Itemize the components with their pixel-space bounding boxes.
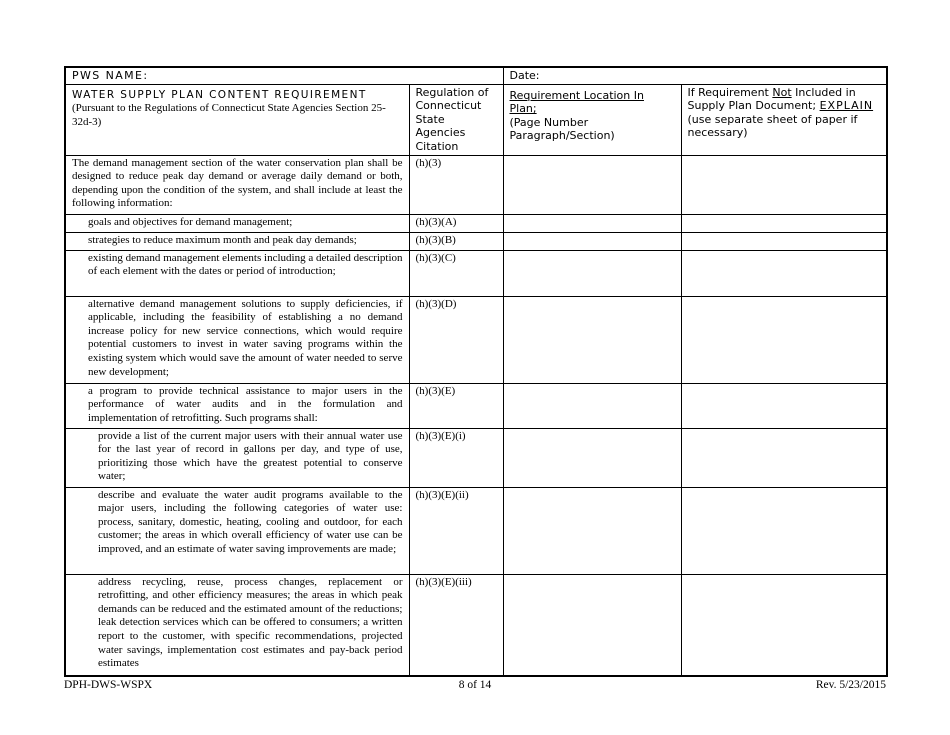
explain-word: EXPLAIN bbox=[819, 99, 874, 113]
requirement-text: The demand management section of the water conservation plan shall be designed to reduce peak day demand or average daily demand or both, depending upon the condition of the system, and shall include at least the following information: bbox=[65, 155, 409, 214]
requirement-text: a program to provide technical assistance to major users in the performance of water audits and in the formulation and implementation of retrofitting. Such programs shall: bbox=[65, 383, 409, 428]
citation-cell: (h)(3)(E)(iii) bbox=[409, 574, 503, 676]
pws-name-label: PWS NAME: bbox=[72, 69, 149, 82]
form-id: DPH-DWS-WSPX bbox=[64, 679, 153, 691]
explain-cell[interactable] bbox=[681, 487, 887, 574]
explain-cell[interactable] bbox=[681, 232, 887, 250]
explain-cell[interactable] bbox=[681, 250, 887, 296]
requirement-text: alternative demand management solutions to supply deficiencies, if applicable, including the feasibility of establishing a no demand increase policy for new service connections, which would require potential customers to invest in water saving programs within the existing system which would save the amount of water needed to serve new development; bbox=[65, 296, 409, 383]
table-row bbox=[65, 428, 887, 487]
citation-cell: (h)(3)(D) bbox=[409, 296, 503, 383]
explain-note: (use separate sheet of paper if necessary) bbox=[687, 112, 858, 140]
column-header-row bbox=[65, 84, 887, 155]
citation-cell: (h)(3)(A) bbox=[409, 214, 503, 232]
explain-not: Not bbox=[772, 85, 792, 99]
pws-name-row bbox=[65, 67, 887, 84]
table-row bbox=[65, 487, 887, 574]
citation-header bbox=[409, 84, 503, 155]
table-row bbox=[65, 214, 887, 232]
table-row bbox=[65, 232, 887, 250]
citation-cell: (h)(3)(C) bbox=[409, 250, 503, 296]
citation-cell: (h)(3) bbox=[409, 155, 503, 214]
explain-cell[interactable] bbox=[681, 574, 887, 676]
table-row bbox=[65, 574, 887, 676]
explain-mid: Included in Supply Plan Document; bbox=[687, 85, 856, 113]
pws-name-field[interactable] bbox=[65, 67, 503, 84]
citation-cell: (h)(3)(E) bbox=[409, 383, 503, 428]
requirement-text: describe and evaluate the water audit programs available to the major users, including the following categories of water use: process, sanitary, domestic, heating, cooling and outdoor, for each customer; the areas in which overall efficiency of water use can be improved, and an estimate of water saving improvements are made; bbox=[65, 487, 409, 574]
citation-cell: (h)(3)(B) bbox=[409, 232, 503, 250]
requirements-table bbox=[64, 66, 888, 677]
location-cell[interactable] bbox=[503, 155, 681, 214]
explain-cell[interactable] bbox=[681, 214, 887, 232]
location-cell[interactable] bbox=[503, 574, 681, 676]
requirement-text: provide a list of the current major users with their annual water use for the last year of record in gallons per day, and type of use, prioritizing those which have the greatest potential to conserve water; bbox=[65, 428, 409, 487]
citation-cell: (h)(3)(E)(ii) bbox=[409, 487, 503, 574]
date-field[interactable] bbox=[503, 67, 887, 84]
requirement-text: strategies to reduce maximum month and peak day demands; bbox=[65, 232, 409, 250]
requirement-text: existing demand management elements including a detailed description of each element with the dates or period of introduction; bbox=[65, 250, 409, 296]
requirement-header bbox=[65, 84, 409, 155]
date-label: Date: bbox=[509, 69, 540, 82]
table-row bbox=[65, 296, 887, 383]
location-cell[interactable] bbox=[503, 428, 681, 487]
requirement-text: address recycling, reuse, process changes, replacement or retrofitting, and other efficiency measures; the areas in which peak demands can be reduced and the estimated amount of the reductions; leak detection services which can be offered to consumers; a written report to the customer, with specific recommendations, projected water savings, implementation cost estimates and pay-back period estimates bbox=[65, 574, 409, 676]
location-cell[interactable] bbox=[503, 232, 681, 250]
requirement-subtitle: (Pursuant to the Regulations of Connecticut State Agencies Section 25-32d-3) bbox=[72, 102, 386, 128]
table-row bbox=[65, 250, 887, 296]
citation-header-label: Regulation of Connecticut State Agencies Citation bbox=[415, 85, 489, 153]
location-cell[interactable] bbox=[503, 296, 681, 383]
explain-pre: If Requirement bbox=[687, 85, 773, 99]
location-header-label: Requirement Location In Plan; bbox=[509, 88, 644, 116]
explain-cell[interactable] bbox=[681, 296, 887, 383]
location-cell[interactable] bbox=[503, 487, 681, 574]
location-cell[interactable] bbox=[503, 214, 681, 232]
requirement-title: WATER SUPPLY PLAN CONTENT REQUIREMENT bbox=[72, 88, 367, 101]
explain-cell[interactable] bbox=[681, 155, 887, 214]
citation-cell: (h)(3)(E)(i) bbox=[409, 428, 503, 487]
location-header bbox=[503, 84, 681, 155]
page-number: 8 of 14 bbox=[458, 679, 492, 691]
explain-cell[interactable] bbox=[681, 428, 887, 487]
location-cell[interactable] bbox=[503, 383, 681, 428]
table-row bbox=[65, 383, 887, 428]
requirement-text: goals and objectives for demand management; bbox=[65, 214, 409, 232]
explain-cell[interactable] bbox=[681, 383, 887, 428]
table-row bbox=[65, 155, 887, 214]
location-cell[interactable] bbox=[503, 250, 681, 296]
revision-date: Rev. 5/23/2015 bbox=[815, 679, 886, 691]
explain-header bbox=[681, 84, 887, 155]
location-header-note: (Page Number Paragraph/Section) bbox=[509, 115, 615, 143]
